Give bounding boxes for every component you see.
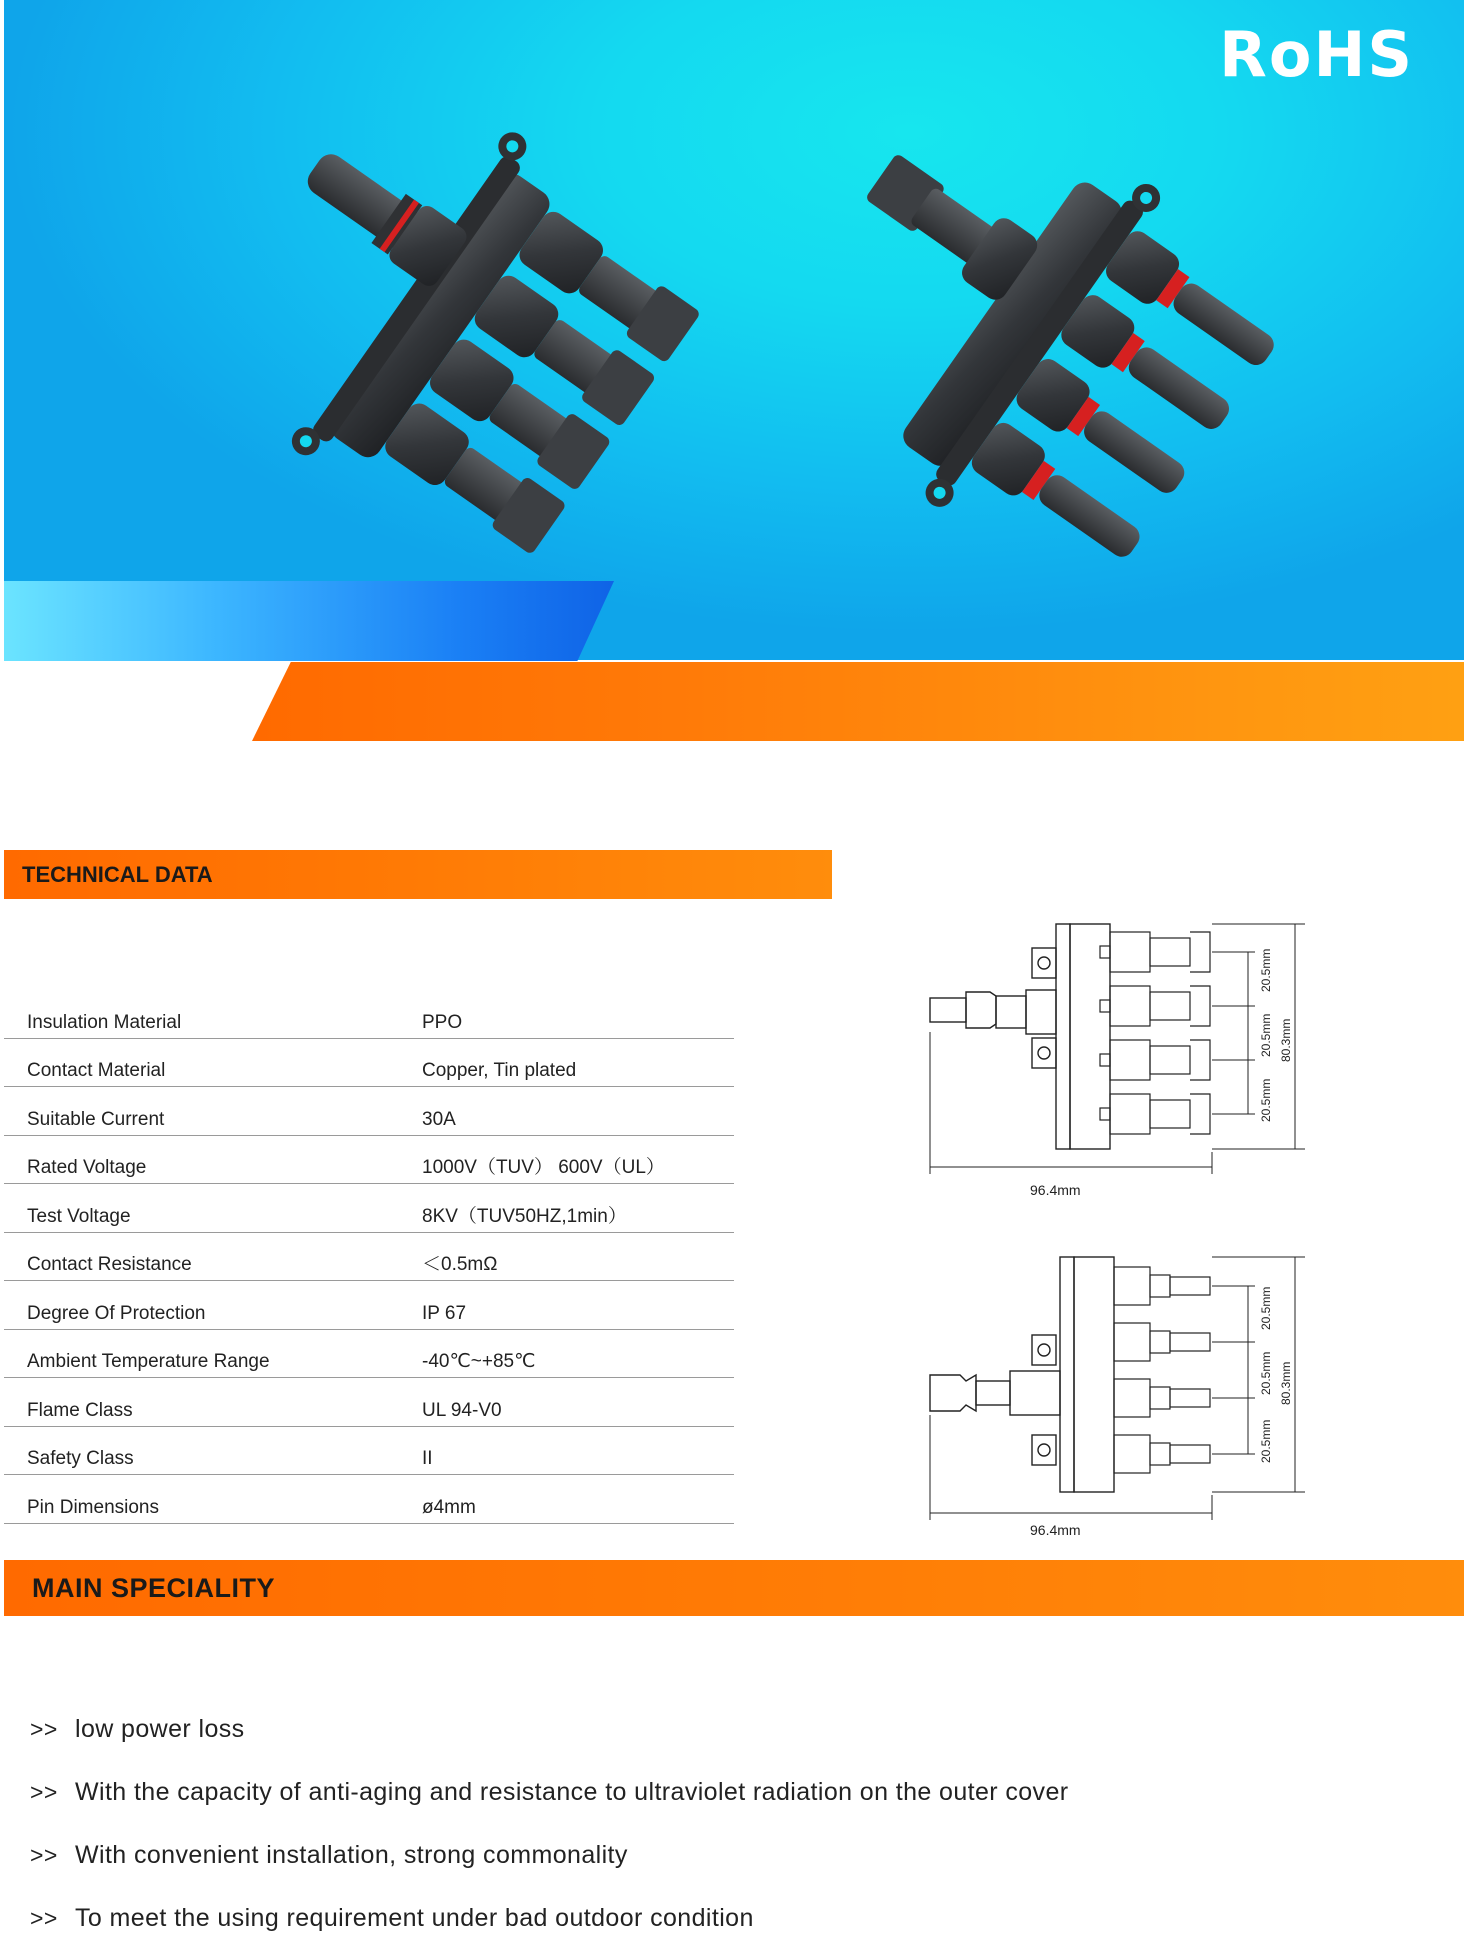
list-item-text: With the capacity of anti-aging and resistance to ultraviolet radiation on the outer cover (75, 1778, 1069, 1806)
row-label: Safety Class (27, 1448, 134, 1469)
row-label: Insulation Material (27, 1011, 182, 1033)
row-label: Flame Class (27, 1399, 133, 1421)
table-row (4, 990, 734, 1039)
hero-blue-stripe (4, 581, 614, 661)
list-item (30, 1841, 628, 1870)
row-label: Suitable Current (27, 1108, 165, 1130)
left-connector (175, 49, 725, 596)
technical-data-header (4, 850, 832, 899)
rohs-badge: RoHS (1219, 18, 1414, 91)
dimension-drawing-bottom (920, 1245, 1320, 1545)
row-label: Contact Resistance (27, 1254, 192, 1275)
pitch-dimension-label: 20.5mm (1259, 1419, 1273, 1463)
table-row (4, 1427, 734, 1476)
hero-banner (4, 0, 1464, 660)
hero-orange-stripe (252, 662, 1464, 741)
row-value: Copper, Tin plated (422, 1060, 577, 1081)
technical-data-table (4, 990, 734, 1524)
technical-data-title: TECHNICAL DATA (22, 861, 213, 887)
width-dimension-label: 96.4mm (1030, 1522, 1081, 1538)
row-label: Pin Dimensions (27, 1496, 159, 1518)
table-row (4, 1136, 734, 1185)
row-value: UL 94-V0 (422, 1399, 502, 1421)
row-label: Test Voltage (27, 1205, 131, 1227)
table-row (4, 1281, 734, 1330)
pitch-dimension-label: 20.5mm (1259, 1351, 1273, 1395)
row-label: Degree Of Protection (27, 1302, 206, 1324)
list-item-text: low power loss (75, 1715, 245, 1743)
table-row (4, 1184, 734, 1233)
row-value: 30A (422, 1108, 456, 1130)
bullet-marker: >> (30, 1716, 58, 1742)
pitch-dimension-label: 20.5mm (1259, 1286, 1273, 1330)
list-item (30, 1904, 754, 1933)
list-item (30, 1778, 1068, 1807)
row-value: -40℃~+85℃ (422, 1351, 536, 1372)
row-value: ＜0.5mΩ (422, 1254, 498, 1275)
list-item (30, 1715, 245, 1744)
height-dimension-label: 80.3mm (1279, 1018, 1293, 1062)
table-row (4, 1039, 734, 1088)
row-value: ø4mm (422, 1496, 476, 1518)
right-connector (743, 55, 1310, 614)
pitch-dimension-label: 20.5mm (1259, 1078, 1273, 1122)
dimension-drawing-top (920, 912, 1320, 1212)
main-speciality-title: MAIN SPECIALITY (32, 1572, 276, 1603)
list-item-text: To meet the using requirement under bad outdoor condition (75, 1904, 754, 1932)
product-photo (4, 0, 1464, 660)
table-row (4, 1475, 734, 1524)
row-label: Contact Material (27, 1060, 166, 1081)
row-label: Ambient Temperature Range (27, 1351, 270, 1372)
row-label: Rated Voltage (27, 1157, 147, 1178)
row-value: 8KV（TUV50HZ,1min） (422, 1205, 627, 1227)
row-value: II (422, 1448, 433, 1469)
table-row (4, 1233, 734, 1282)
row-value: IP 67 (422, 1302, 467, 1324)
bullet-marker: >> (30, 1905, 58, 1931)
main-speciality-header (4, 1560, 1464, 1616)
height-dimension-label: 80.3mm (1279, 1361, 1293, 1405)
bullet-marker: >> (30, 1842, 58, 1868)
row-value: 1000V（TUV） 600V（UL） (422, 1157, 665, 1178)
list-item-text: With convenient installation, strong commonality (75, 1841, 628, 1869)
table-row (4, 1087, 734, 1136)
width-dimension-label: 96.4mm (1030, 1182, 1081, 1198)
pitch-dimension-label: 20.5mm (1259, 948, 1273, 992)
bullet-marker: >> (30, 1779, 58, 1805)
pitch-dimension-label: 20.5mm (1259, 1013, 1273, 1057)
table-row (4, 1378, 734, 1427)
row-value: PPO (422, 1011, 463, 1033)
table-row (4, 1330, 734, 1379)
